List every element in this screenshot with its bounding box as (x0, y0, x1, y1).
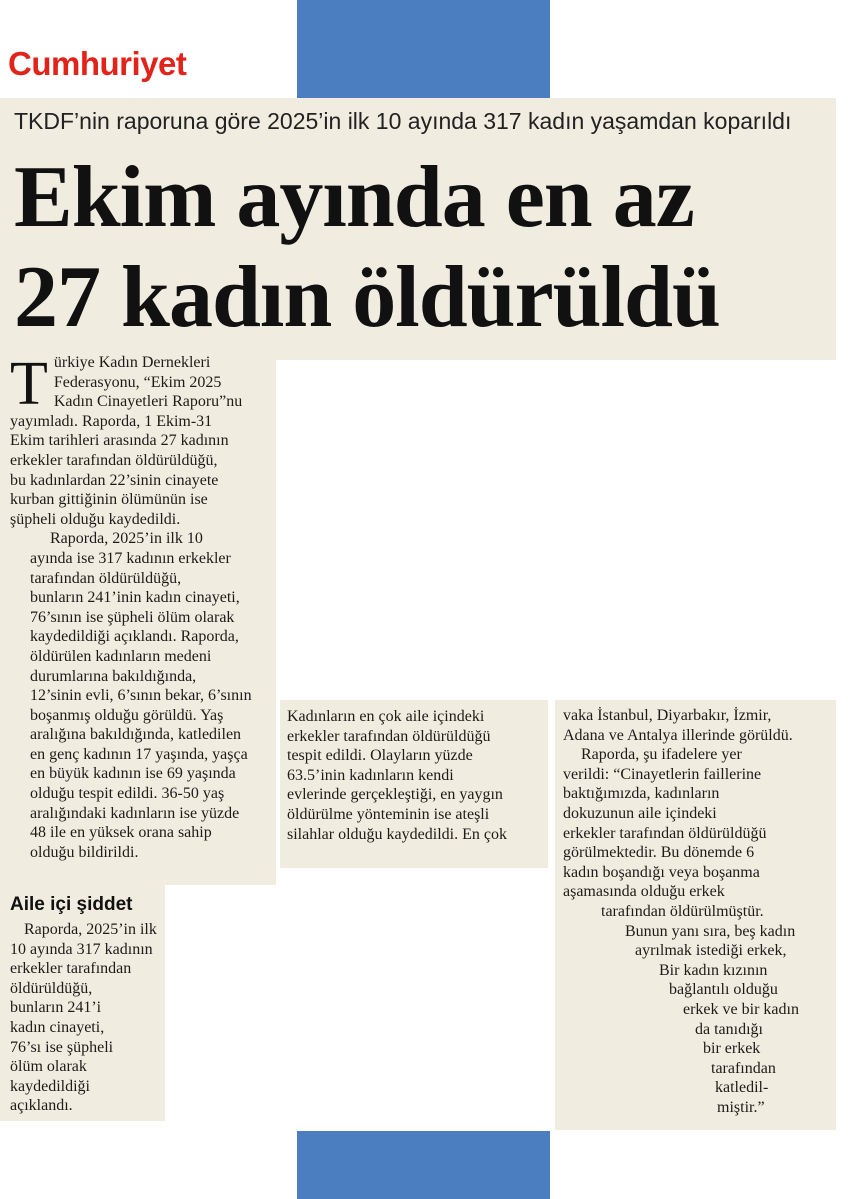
text-line: verildi: “Cinayetlerin faillerine (563, 765, 762, 783)
text-line: öldürüldüğü, (10, 979, 93, 997)
text-line: olduğu bildirildi. (30, 843, 139, 861)
text-line: aşamasında olduğu erkek (563, 883, 725, 901)
text-line: kaydedildiği (10, 1077, 90, 1095)
text-line: 63.5’inin kadınların kendi (287, 766, 454, 784)
text-line: vaka İstanbul, Diyarbakır, İzmir, (563, 707, 772, 724)
text-line: da tanıdığı (695, 1020, 763, 1038)
text-line: erkekler tarafından (10, 960, 132, 978)
bottom-blue-bar (297, 1131, 550, 1199)
text-line: ayrılmak istediği erkek, (635, 942, 787, 960)
left-lower-column (10, 920, 170, 1116)
text-line: şüpheli olduğu kaydedildi. (10, 510, 181, 528)
text-line: 10 ayında 317 kadının (10, 940, 153, 958)
paragraph-2 (10, 529, 268, 862)
text-line: Bir kadın kızının (659, 961, 768, 979)
text-line: 12’sinin evli, 6’sının bekar, 6’sının (30, 687, 252, 705)
text-line: ayında ise 317 kadının erkekler (30, 549, 231, 567)
text-line: tarafından öldürüldüğü, (30, 569, 182, 587)
text-line: ürkiye Kadın Dernekleri (53, 354, 211, 371)
text-line: baktığımızda, kadınların (563, 785, 720, 803)
text-line: erkekler tarafından öldürüldüğü (563, 824, 767, 842)
text-line: erkekler tarafından öldürüldüğü (287, 727, 491, 745)
middle-column (287, 707, 545, 844)
text-line: görülmektedir. Bu dönemde 6 (563, 844, 755, 862)
text-line: 48 ile en yüksek orana sahip (30, 824, 212, 842)
top-blue-bar (297, 0, 550, 98)
text-line: tarafından (711, 1059, 776, 1077)
text-line: boşanmış olduğu görüldü. Yaş (30, 706, 224, 724)
text-line: bu kadınlardan 22’sinin cinayete (10, 471, 219, 489)
text-line: Bunun yanı sıra, beş kadın (625, 922, 796, 940)
text-line: katledil- (715, 1079, 769, 1097)
text-line: Ekim tarihleri arasında 27 kadının (10, 432, 229, 450)
text-line: tarafından öldürülmüştür. (601, 902, 764, 920)
text-line: kadın cinayeti, (10, 1018, 105, 1036)
text-line: miştir.” (717, 1098, 765, 1116)
text-line: dokuzunun aile içindeki (563, 804, 717, 822)
text-line: kaydedildiği açıklandı. Raporda, (30, 628, 239, 646)
paragraph-1 (10, 350, 268, 529)
text-line: olduğu tespit edildi. 36-50 yaş (30, 785, 225, 803)
text-line: aralığına bakıldığında, katledilen (30, 726, 242, 744)
text-line: kadın boşandığı veya boşanma (563, 863, 760, 881)
drop-cap: T (10, 350, 48, 418)
text-line: Raporda, 2025’in ilk (24, 921, 157, 938)
text-line: en genç kadının 17 yaşında, yaşça (30, 745, 248, 763)
text-line: en büyük kadının ise 69 yaşında (30, 765, 236, 783)
text-line: bir erkek (703, 1040, 761, 1058)
text-line: Kadın Cinayetleri Raporu”nu (53, 393, 243, 411)
text-line: kurban gittiğinin ölümünün ise (10, 491, 208, 509)
subheading: Aile içi şiddet (10, 894, 133, 915)
text-line: Adana ve Antalya illerinde görüldü. (563, 726, 793, 744)
newspaper-logo: Cumhuriyet (8, 45, 187, 82)
text-line: bunların 241’i (10, 999, 102, 1017)
text-line: açıklandı. (10, 1097, 73, 1115)
headline-line-1: Ekim ayında en az (14, 149, 694, 246)
text-line: Raporda, 2025’in ilk 10 (50, 530, 203, 548)
text-line: aralığındaki kadınların ise yüzde (30, 804, 240, 822)
text-line: Kadınların en çok aile içindeki (287, 708, 485, 725)
headline-line-2: 27 kadın öldürüldü (14, 249, 720, 346)
right-column (563, 706, 828, 1117)
text-line: evlerinde gerçekleştiği, en yaygın (287, 786, 503, 804)
text-line: 76’sı ise şüpheli (10, 1038, 114, 1056)
text-line: durumlarına bakıldığında, (30, 667, 197, 685)
text-line: 76’sının ise şüpheli ölüm olarak (30, 608, 235, 626)
text-line: Raporda, şu ifadelere yer (581, 746, 742, 764)
left-column (10, 350, 268, 862)
text-line: Federasyonu, “Ekim 2025 (53, 373, 222, 391)
text-line: silahlar olduğu kaydedildi. En çok (287, 825, 507, 843)
text-line: bunların 241’inin kadın cinayeti, (30, 589, 240, 607)
text-line: öldürülme yönteminin ise ateşli (287, 805, 490, 823)
text-line: erkekler tarafından öldürüldüğü, (10, 451, 218, 469)
text-line: bağlantılı olduğu (669, 981, 778, 999)
text-line: ölüm olarak (10, 1058, 87, 1076)
text-line: yayımladı. Raporda, 1 Ekim-31 (10, 412, 213, 430)
text-line: erkek ve bir kadın (683, 1000, 799, 1018)
article-kicker: TKDF’nin raporuna göre 2025’in ilk 10 ayında 317 kadın yaşamdan koparıldı (14, 108, 792, 134)
text-line: tespit edildi. Olayların yüzde (287, 747, 473, 765)
text-line: öldürülen kadınların medeni (30, 647, 212, 665)
